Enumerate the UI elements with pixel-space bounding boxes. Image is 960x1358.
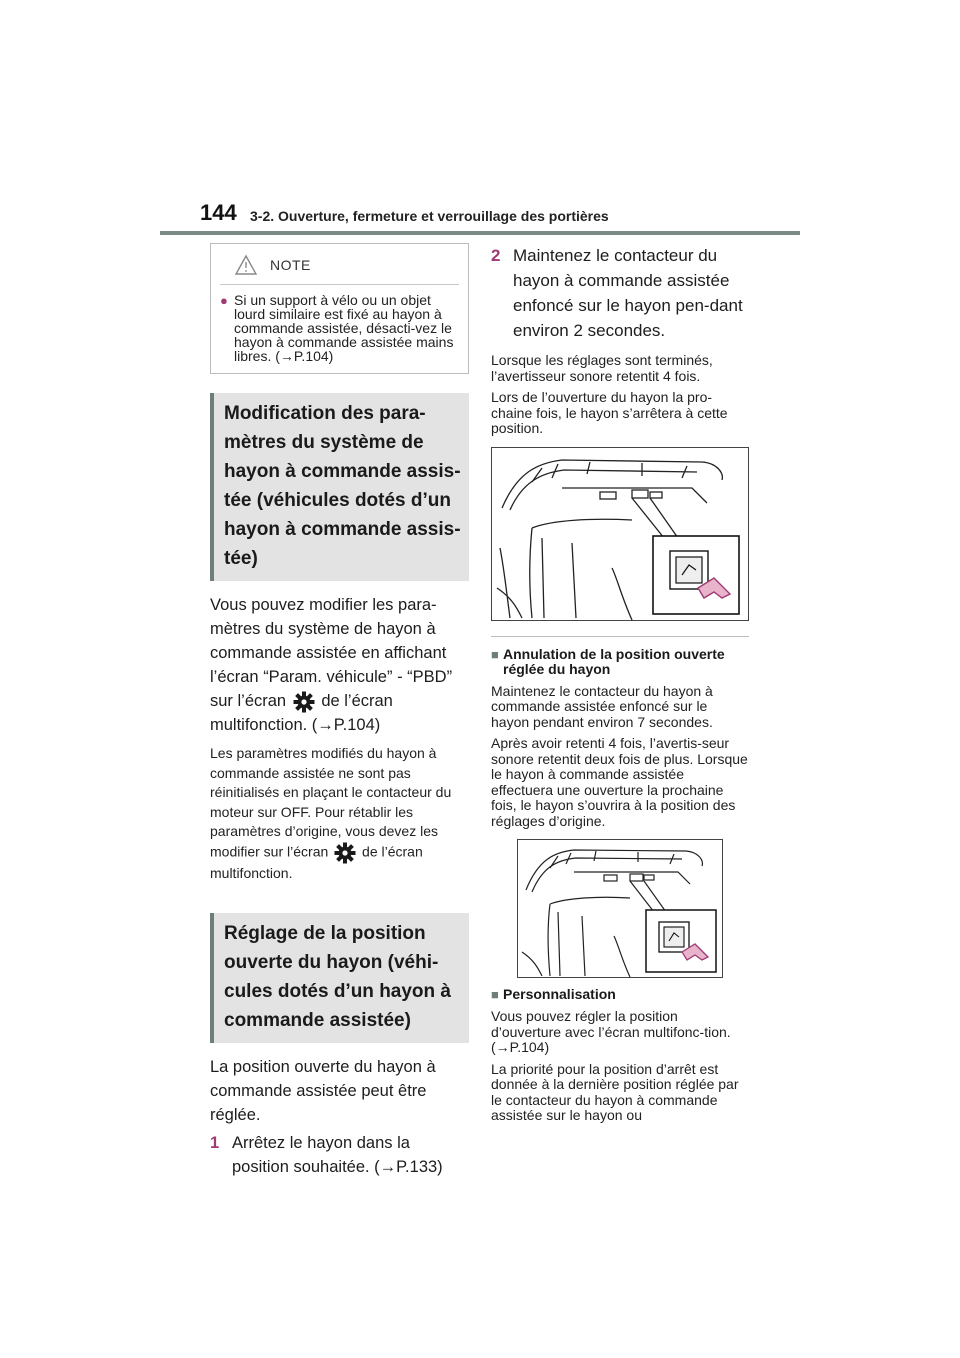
cancel-paragraph-2: Après avoir retenti 4 fois, l’avertis-seur sonore retentit deux fois de plus. Lorsque le hayon à commande assistée effectuera une ouverture la prochaine fois, le hayon s’ouvrira à la position des réglages d’origine. bbox=[491, 735, 748, 829]
section1-small-text-b: de l’écran multifonction. bbox=[210, 843, 423, 881]
square-bullet-icon: ■ bbox=[491, 987, 499, 1002]
step-2-text: Maintenez le contacteur du hayon à commande assistée enfoncé sur le hayon pen-dant environ 2 secondes. bbox=[513, 246, 743, 340]
step-1-text: Arrêtez le hayon dans la position souhaitée. (→P.133) bbox=[232, 1134, 443, 1176]
step-2 bbox=[491, 243, 749, 343]
page-number: 144 bbox=[200, 200, 237, 225]
section1-small-paragraph bbox=[210, 744, 469, 883]
step-1 bbox=[210, 1131, 469, 1179]
tailgate-switch-illustration bbox=[491, 447, 749, 621]
custom-title: Personnalisation bbox=[503, 986, 616, 1002]
tailgate-switch-illustration-2 bbox=[517, 839, 723, 978]
right-column bbox=[491, 243, 749, 1124]
figure-divider bbox=[491, 636, 749, 637]
header-rule bbox=[160, 231, 800, 235]
cancel-paragraph-1: Maintenez le contacteur du hayon à commande assistée enfoncé sur le hayon pendant environ 7 secondes. bbox=[491, 682, 713, 730]
section-heading-adjust: Réglage de la position ouverte du hayon (véhi-cules dotés d’un hayon à commande assistée) bbox=[210, 913, 469, 1043]
section-title: 3-2. Ouverture, fermeture et verrouillage des portières bbox=[250, 208, 609, 224]
note-divider bbox=[220, 284, 459, 285]
section-heading-modify: Modification des para-mètres du système de hayon à commande assis-tée (véhicules dotés d’un hayon à commande assis-tée) bbox=[210, 393, 469, 581]
caution-triangle-icon bbox=[234, 254, 258, 276]
bullet-dot-icon: ● bbox=[220, 293, 228, 308]
note-box bbox=[210, 243, 469, 374]
cancel-subhead bbox=[491, 647, 749, 677]
cancel-title: Annulation de la position ouverte réglée du hayon bbox=[503, 645, 725, 677]
custom-paragraph-2: La priorité pour la position d’arrêt est donnée à la dernière position réglée par le contacteur du hayon à commande assistée sur le hayon ou bbox=[491, 1060, 739, 1123]
section1-text-a: Vous pouvez modifier les para-mètres du système de hayon à commande assistée en affichant l’écran “Param. véhicule” - “PBD” sur l’écran bbox=[210, 596, 453, 710]
section1-paragraph bbox=[210, 593, 469, 737]
page-header bbox=[0, 0, 960, 240]
note-title: NOTE bbox=[270, 257, 311, 273]
custom-paragraph-1: Vous pouvez régler la position d’ouverture avec l’écran multifonc-tion. (→P.104) bbox=[491, 1008, 731, 1055]
custom-subhead bbox=[491, 987, 749, 1002]
section1-text-b: de l’écran multifonction. (→P.104) bbox=[210, 692, 393, 734]
step-2-number: 2 bbox=[491, 246, 501, 265]
left-column bbox=[210, 243, 469, 1179]
gear-icon bbox=[334, 842, 356, 864]
section1-small-text-a: Les paramètres modifiés du hayon à commande assistée ne sont pas réinitialisés en plaçant le contacteur du moteur sur OFF. Pour rétablir les paramètres d’origine, vous devez les modifier sur l’écran bbox=[210, 745, 452, 860]
step-2-note-1: Lorsque les réglages sont terminés, l’avertisseur sonore retentit 4 fois. bbox=[491, 352, 713, 384]
section2-intro: La position ouverte du hayon à commande assistée peut être réglée. bbox=[210, 1058, 436, 1124]
tailgate-illustration-drawing bbox=[492, 448, 748, 620]
step-1-number: 1 bbox=[210, 1134, 220, 1152]
gear-icon bbox=[293, 691, 315, 713]
tailgate-illustration-drawing-2 bbox=[518, 840, 722, 977]
square-bullet-icon: ■ bbox=[491, 646, 499, 662]
note-text: Si un support à vélo ou un objet lourd similaire est fixé au hayon à commande assistée, désacti-vez le hayon à commande assistée mains libres. (→P.104) bbox=[234, 292, 454, 364]
note-item bbox=[220, 293, 459, 363]
step-2-note-2: Lors de l’ouverture du hayon la pro-chaine fois, le hayon s’arrêtera à cette position. bbox=[491, 389, 728, 436]
note-header bbox=[220, 252, 459, 278]
